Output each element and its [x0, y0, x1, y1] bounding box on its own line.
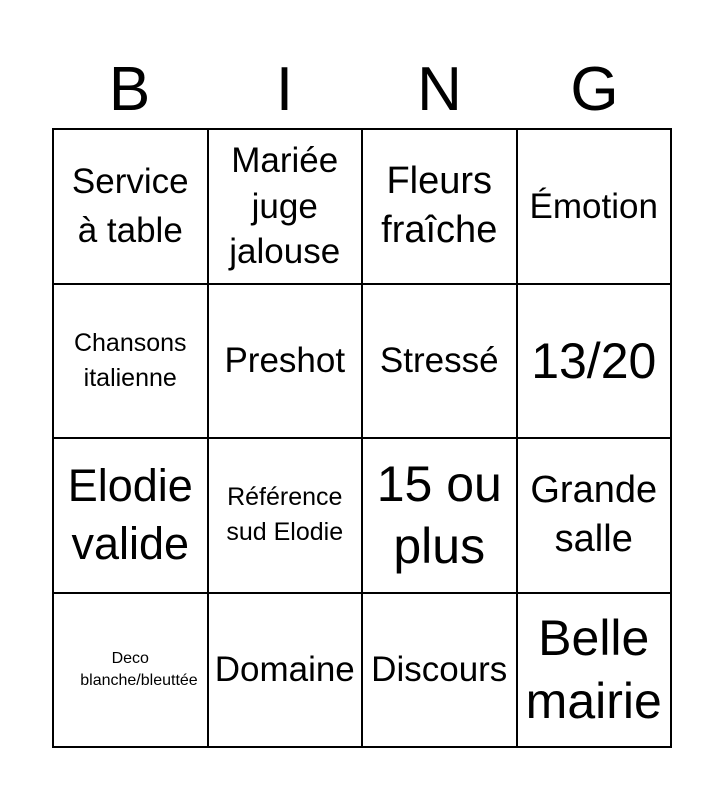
cell-label: Deco blanche/bleuttée	[80, 650, 198, 689]
cell-label: Elodie valide	[67, 459, 193, 570]
header-letter-n: N	[417, 55, 462, 124]
header-letter-g: G	[570, 55, 619, 124]
bingo-cell-r1-c3[interactable]	[363, 130, 518, 285]
cell-label: Stressé	[379, 341, 499, 381]
cell-label: 13/20	[531, 332, 657, 389]
bingo-cell-r3-c3[interactable]	[363, 439, 518, 594]
bingo-cell-r1-c1[interactable]	[54, 130, 209, 285]
bingo-cell-r4-c4[interactable]	[518, 594, 673, 749]
bingo-header	[52, 52, 672, 128]
cell-label: Grande salle	[530, 468, 658, 561]
cell-label: Preshot	[224, 341, 346, 381]
bingo-cell-r3-c1[interactable]	[54, 439, 209, 594]
cell-label: Émotion	[529, 186, 658, 226]
bingo-cell-r1-c4[interactable]	[518, 130, 673, 285]
cell-label: Belle mairie	[525, 610, 662, 729]
bingo-cell-r4-c3[interactable]	[363, 594, 518, 749]
cell-label: Référence sud Elodie	[226, 483, 344, 547]
cell-label: Discours	[371, 650, 508, 690]
bingo-cell-r2-c1[interactable]	[54, 285, 209, 440]
cell-label: 15 ou plus	[376, 455, 502, 575]
cell-label: Domaine	[214, 650, 355, 690]
bingo-cell-r4-c2[interactable]	[209, 594, 364, 749]
cell-label: Fleurs fraîche	[381, 159, 498, 252]
header-letter-b: B	[108, 55, 151, 124]
bingo-grid	[52, 128, 672, 748]
cell-label: Service à table	[71, 162, 189, 251]
bingo-cell-r1-c2[interactable]	[209, 130, 364, 285]
cell-label: Mariée juge jalouse	[229, 141, 341, 271]
header-letter-i: I	[275, 55, 294, 124]
bingo-cell-r3-c4[interactable]	[518, 439, 673, 594]
bingo-cell-r2-c3[interactable]	[363, 285, 518, 440]
bingo-cell-r4-c1[interactable]	[54, 594, 209, 749]
bingo-cell-r2-c2[interactable]	[209, 285, 364, 440]
bingo-cell-r3-c2[interactable]	[209, 439, 364, 594]
bingo-cell-r2-c4[interactable]	[518, 285, 673, 440]
cell-label: Chansons italienne	[73, 328, 187, 392]
